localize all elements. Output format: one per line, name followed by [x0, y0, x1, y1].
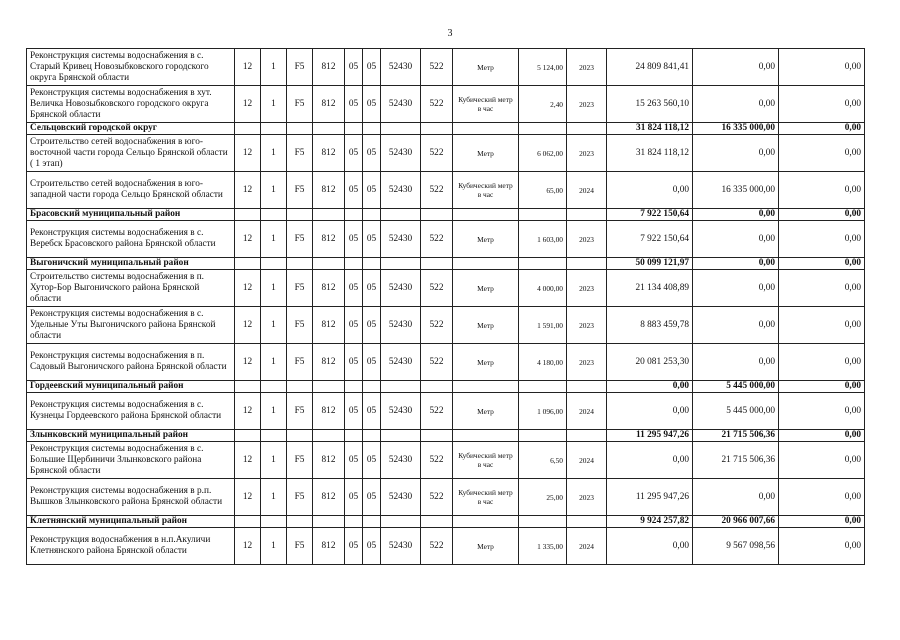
unit-cell: Метр [453, 221, 519, 258]
value-2024: 5 445 000,00 [693, 393, 779, 430]
empty-cell [519, 209, 567, 221]
value-2023: 31 824 118,12 [607, 135, 693, 172]
empty-cell [567, 123, 607, 135]
empty-cell [235, 258, 261, 270]
code-col-5: 05 [345, 442, 363, 479]
group-total-2023: 11 295 947,26 [607, 430, 693, 442]
row-name: Строительство сетей водоснабжения в юго-западной части города Сельцо Брянской области [27, 172, 235, 209]
value-2025: 0,00 [779, 172, 865, 209]
code-col-6: 05 [363, 479, 381, 516]
code-col-7: 52430 [381, 270, 421, 307]
empty-cell [345, 430, 363, 442]
unit-cell: Метр [453, 270, 519, 307]
year-cell: 2023 [567, 86, 607, 123]
empty-cell [519, 123, 567, 135]
year-cell: 2023 [567, 270, 607, 307]
code-col-1: 12 [235, 49, 261, 86]
row-name: Реконструкция системы водоснабжения в хут. Величка Новозыбковского городского округа Брянской области [27, 86, 235, 123]
value-2025: 0,00 [779, 135, 865, 172]
empty-cell [453, 516, 519, 528]
row-name: Реконструкция водоснабжения в н.п.Акуличи Клетнянского района Брянской области [27, 528, 235, 565]
quantity-cell: 1 096,00 [519, 393, 567, 430]
empty-cell [421, 516, 453, 528]
empty-cell [261, 209, 287, 221]
code-col-6: 05 [363, 49, 381, 86]
value-2024: 0,00 [693, 135, 779, 172]
code-col-7: 52430 [381, 344, 421, 381]
code-col-4: 812 [313, 49, 345, 86]
empty-cell [345, 516, 363, 528]
empty-cell [261, 516, 287, 528]
code-col-6: 05 [363, 135, 381, 172]
value-2023: 8 883 459,78 [607, 307, 693, 344]
group-total-2025: 0,00 [779, 209, 865, 221]
empty-cell [421, 258, 453, 270]
table-row [27, 442, 865, 479]
value-2023: 11 295 947,26 [607, 479, 693, 516]
empty-cell [261, 381, 287, 393]
code-col-5: 05 [345, 528, 363, 565]
group-row [27, 258, 865, 270]
code-col-8: 522 [421, 49, 453, 86]
empty-cell [287, 381, 313, 393]
row-name: Реконструкция системы водоснабжения в с. Удельные Уты Выгоничского района Брянской области [27, 307, 235, 344]
empty-cell [363, 123, 381, 135]
empty-cell [567, 381, 607, 393]
code-col-2: 1 [261, 270, 287, 307]
quantity-cell: 65,00 [519, 172, 567, 209]
quantity-cell: 1 591,00 [519, 307, 567, 344]
unit-cell: Метр [453, 135, 519, 172]
code-col-7: 52430 [381, 86, 421, 123]
empty-cell [313, 430, 345, 442]
table-row [27, 528, 865, 565]
code-col-7: 52430 [381, 393, 421, 430]
code-col-3: F5 [287, 528, 313, 565]
group-name: Брасовский муниципальный район [27, 209, 235, 221]
code-col-8: 522 [421, 172, 453, 209]
code-col-7: 52430 [381, 49, 421, 86]
code-col-4: 812 [313, 307, 345, 344]
group-total-2025: 0,00 [779, 516, 865, 528]
table-row [27, 86, 865, 123]
code-col-5: 05 [345, 479, 363, 516]
group-total-2023: 7 922 150,64 [607, 209, 693, 221]
value-2023: 21 134 408,89 [607, 270, 693, 307]
value-2025: 0,00 [779, 86, 865, 123]
code-col-8: 522 [421, 344, 453, 381]
code-col-4: 812 [313, 221, 345, 258]
group-total-2024: 0,00 [693, 209, 779, 221]
unit-cell: Кубический метр в час [453, 86, 519, 123]
unit-cell: Метр [453, 393, 519, 430]
value-2024: 9 567 098,56 [693, 528, 779, 565]
value-2024: 0,00 [693, 221, 779, 258]
quantity-cell: 6 062,00 [519, 135, 567, 172]
code-col-3: F5 [287, 442, 313, 479]
code-col-4: 812 [313, 135, 345, 172]
empty-cell [567, 430, 607, 442]
code-col-4: 812 [313, 528, 345, 565]
code-col-5: 05 [345, 393, 363, 430]
value-2024: 0,00 [693, 270, 779, 307]
row-name: Строительство сетей водоснабжения в юго-восточной части города Сельцо Брянской области ( 1 этап) [27, 135, 235, 172]
code-col-1: 12 [235, 86, 261, 123]
unit-cell: Метр [453, 49, 519, 86]
code-col-5: 05 [345, 270, 363, 307]
empty-cell [345, 209, 363, 221]
value-2025: 0,00 [779, 49, 865, 86]
row-name: Реконструкция системы водоснабжения в с. Кузнецы Гордеевского района Брянской области [27, 393, 235, 430]
code-col-3: F5 [287, 270, 313, 307]
code-col-2: 1 [261, 344, 287, 381]
empty-cell [287, 123, 313, 135]
row-name: Реконструкция системы водоснабжения в р.п. Вышков Злынковского района Брянской области [27, 479, 235, 516]
empty-cell [453, 430, 519, 442]
quantity-cell: 4 000,00 [519, 270, 567, 307]
empty-cell [421, 430, 453, 442]
code-col-2: 1 [261, 442, 287, 479]
code-col-7: 52430 [381, 172, 421, 209]
quantity-cell: 5 124,00 [519, 49, 567, 86]
code-col-4: 812 [313, 442, 345, 479]
empty-cell [453, 258, 519, 270]
group-total-2024: 21 715 506,36 [693, 430, 779, 442]
code-col-4: 812 [313, 86, 345, 123]
empty-cell [421, 381, 453, 393]
year-cell: 2024 [567, 172, 607, 209]
group-row [27, 381, 865, 393]
empty-cell [453, 209, 519, 221]
code-col-6: 05 [363, 221, 381, 258]
unit-cell: Кубический метр в час [453, 172, 519, 209]
code-col-6: 05 [363, 307, 381, 344]
empty-cell [261, 430, 287, 442]
empty-cell [313, 123, 345, 135]
code-col-8: 522 [421, 270, 453, 307]
empty-cell [235, 430, 261, 442]
empty-cell [381, 430, 421, 442]
row-name: Реконструкция системы водоснабжения в с. Большие Щербиничи Злынковского района Брянской области [27, 442, 235, 479]
group-name: Выгоничский муниципальный район [27, 258, 235, 270]
group-row [27, 430, 865, 442]
code-col-7: 52430 [381, 442, 421, 479]
empty-cell [287, 258, 313, 270]
empty-cell [381, 258, 421, 270]
value-2025: 0,00 [779, 442, 865, 479]
code-col-3: F5 [287, 49, 313, 86]
value-2023: 24 809 841,41 [607, 49, 693, 86]
value-2025: 0,00 [779, 528, 865, 565]
code-col-1: 12 [235, 172, 261, 209]
code-col-7: 52430 [381, 307, 421, 344]
code-col-3: F5 [287, 172, 313, 209]
row-name: Реконструкция системы водоснабжения в с. Веребск Брасовского района Брянской области [27, 221, 235, 258]
code-col-7: 52430 [381, 479, 421, 516]
code-col-5: 05 [345, 307, 363, 344]
empty-cell [567, 258, 607, 270]
code-col-1: 12 [235, 270, 261, 307]
group-name: Сельцовский городской округ [27, 123, 235, 135]
code-col-2: 1 [261, 86, 287, 123]
code-col-7: 52430 [381, 135, 421, 172]
empty-cell [363, 430, 381, 442]
code-col-1: 12 [235, 479, 261, 516]
code-col-8: 522 [421, 528, 453, 565]
code-col-4: 812 [313, 479, 345, 516]
empty-cell [287, 209, 313, 221]
quantity-cell: 1 335,00 [519, 528, 567, 565]
group-total-2023: 9 924 257,82 [607, 516, 693, 528]
code-col-6: 05 [363, 270, 381, 307]
group-total-2025: 0,00 [779, 258, 865, 270]
code-col-6: 05 [363, 393, 381, 430]
code-col-5: 05 [345, 49, 363, 86]
group-row [27, 516, 865, 528]
code-col-3: F5 [287, 221, 313, 258]
empty-cell [287, 516, 313, 528]
value-2025: 0,00 [779, 221, 865, 258]
empty-cell [421, 123, 453, 135]
code-col-2: 1 [261, 479, 287, 516]
value-2025: 0,00 [779, 479, 865, 516]
code-col-5: 05 [345, 86, 363, 123]
code-col-3: F5 [287, 479, 313, 516]
empty-cell [519, 258, 567, 270]
value-2023: 15 263 560,10 [607, 86, 693, 123]
code-col-4: 812 [313, 393, 345, 430]
code-col-6: 05 [363, 442, 381, 479]
quantity-cell: 25,00 [519, 479, 567, 516]
value-2023: 7 922 150,64 [607, 221, 693, 258]
unit-cell: Кубический метр в час [453, 479, 519, 516]
code-col-8: 522 [421, 135, 453, 172]
empty-cell [381, 516, 421, 528]
empty-cell [313, 258, 345, 270]
table-row [27, 49, 865, 86]
value-2023: 0,00 [607, 393, 693, 430]
empty-cell [363, 381, 381, 393]
code-col-1: 12 [235, 221, 261, 258]
group-total-2024: 5 445 000,00 [693, 381, 779, 393]
code-col-8: 522 [421, 86, 453, 123]
code-col-6: 05 [363, 172, 381, 209]
group-total-2024: 20 966 007,66 [693, 516, 779, 528]
code-col-2: 1 [261, 172, 287, 209]
empty-cell [261, 123, 287, 135]
code-col-2: 1 [261, 307, 287, 344]
code-col-8: 522 [421, 442, 453, 479]
year-cell: 2023 [567, 49, 607, 86]
code-col-5: 05 [345, 172, 363, 209]
code-col-5: 05 [345, 221, 363, 258]
group-total-2023: 31 824 118,12 [607, 123, 693, 135]
year-cell: 2023 [567, 479, 607, 516]
year-cell: 2023 [567, 307, 607, 344]
row-name: Строительство системы водоснабжения в п. Хутор-Бор Выгоничского района Брянской области [27, 270, 235, 307]
code-col-2: 1 [261, 393, 287, 430]
empty-cell [381, 381, 421, 393]
year-cell: 2023 [567, 221, 607, 258]
year-cell: 2024 [567, 528, 607, 565]
value-2023: 0,00 [607, 442, 693, 479]
value-2023: 0,00 [607, 172, 693, 209]
empty-cell [453, 381, 519, 393]
group-total-2024: 0,00 [693, 258, 779, 270]
group-total-2024: 16 335 000,00 [693, 123, 779, 135]
code-col-1: 12 [235, 442, 261, 479]
code-col-6: 05 [363, 528, 381, 565]
quantity-cell: 6,50 [519, 442, 567, 479]
code-col-6: 05 [363, 86, 381, 123]
quantity-cell: 1 603,00 [519, 221, 567, 258]
quantity-cell: 4 180,00 [519, 344, 567, 381]
empty-cell [519, 516, 567, 528]
group-name: Злынковский муниципальный район [27, 430, 235, 442]
empty-cell [519, 381, 567, 393]
code-col-5: 05 [345, 135, 363, 172]
value-2024: 0,00 [693, 49, 779, 86]
group-total-2025: 0,00 [779, 430, 865, 442]
table-row [27, 172, 865, 209]
code-col-1: 12 [235, 307, 261, 344]
code-col-8: 522 [421, 307, 453, 344]
table-row [27, 393, 865, 430]
code-col-3: F5 [287, 393, 313, 430]
table-row [27, 344, 865, 381]
empty-cell [567, 209, 607, 221]
group-total-2023: 50 099 121,97 [607, 258, 693, 270]
code-col-3: F5 [287, 307, 313, 344]
value-2024: 0,00 [693, 344, 779, 381]
code-col-3: F5 [287, 135, 313, 172]
unit-cell: Метр [453, 344, 519, 381]
value-2024: 0,00 [693, 86, 779, 123]
table-row [27, 135, 865, 172]
code-col-1: 12 [235, 135, 261, 172]
row-name: Реконструкция системы водоснабжения в с. Старый Кривец Новозыбковского городского округа Брянской области [27, 49, 235, 86]
code-col-7: 52430 [381, 528, 421, 565]
empty-cell [313, 516, 345, 528]
row-name: Реконструкция системы водоснабжения в п. Садовый Выгоничского района Брянской области [27, 344, 235, 381]
value-2023: 20 081 253,30 [607, 344, 693, 381]
code-col-5: 05 [345, 344, 363, 381]
empty-cell [453, 123, 519, 135]
empty-cell [235, 209, 261, 221]
group-total-2025: 0,00 [779, 381, 865, 393]
value-2025: 0,00 [779, 270, 865, 307]
code-col-4: 812 [313, 172, 345, 209]
value-2024: 21 715 506,36 [693, 442, 779, 479]
code-col-2: 1 [261, 135, 287, 172]
unit-cell: Метр [453, 307, 519, 344]
value-2023: 0,00 [607, 528, 693, 565]
table-row [27, 479, 865, 516]
empty-cell [235, 516, 261, 528]
group-total-2023: 0,00 [607, 381, 693, 393]
code-col-8: 522 [421, 479, 453, 516]
empty-cell [345, 381, 363, 393]
empty-cell [313, 209, 345, 221]
code-col-2: 1 [261, 221, 287, 258]
code-col-6: 05 [363, 344, 381, 381]
unit-cell: Кубический метр в час [453, 442, 519, 479]
code-col-3: F5 [287, 344, 313, 381]
group-row [27, 123, 865, 135]
year-cell: 2023 [567, 135, 607, 172]
empty-cell [363, 258, 381, 270]
group-name: Клетнянский муниципальный район [27, 516, 235, 528]
value-2024: 0,00 [693, 307, 779, 344]
group-name: Гордеевский муниципальный район [27, 381, 235, 393]
empty-cell [519, 430, 567, 442]
year-cell: 2024 [567, 393, 607, 430]
empty-cell [345, 258, 363, 270]
empty-cell [363, 209, 381, 221]
unit-cell: Метр [453, 528, 519, 565]
table-row [27, 270, 865, 307]
empty-cell [381, 123, 421, 135]
empty-cell [235, 381, 261, 393]
code-col-8: 522 [421, 393, 453, 430]
value-2025: 0,00 [779, 393, 865, 430]
value-2025: 0,00 [779, 344, 865, 381]
empty-cell [363, 516, 381, 528]
value-2024: 16 335 000,00 [693, 172, 779, 209]
code-col-1: 12 [235, 344, 261, 381]
budget-table [26, 48, 865, 565]
empty-cell [345, 123, 363, 135]
code-col-2: 1 [261, 528, 287, 565]
year-cell: 2023 [567, 344, 607, 381]
table-row [27, 221, 865, 258]
code-col-8: 522 [421, 221, 453, 258]
value-2025: 0,00 [779, 307, 865, 344]
quantity-cell: 2,40 [519, 86, 567, 123]
empty-cell [381, 209, 421, 221]
empty-cell [567, 516, 607, 528]
page-number: 3 [447, 28, 453, 39]
code-col-4: 812 [313, 270, 345, 307]
code-col-7: 52430 [381, 221, 421, 258]
empty-cell [421, 209, 453, 221]
empty-cell [261, 258, 287, 270]
empty-cell [287, 430, 313, 442]
empty-cell [313, 381, 345, 393]
empty-cell [235, 123, 261, 135]
group-row [27, 209, 865, 221]
table-row [27, 307, 865, 344]
value-2024: 0,00 [693, 479, 779, 516]
group-total-2025: 0,00 [779, 123, 865, 135]
code-col-2: 1 [261, 49, 287, 86]
year-cell: 2024 [567, 442, 607, 479]
code-col-3: F5 [287, 86, 313, 123]
code-col-1: 12 [235, 393, 261, 430]
code-col-4: 812 [313, 344, 345, 381]
code-col-1: 12 [235, 528, 261, 565]
